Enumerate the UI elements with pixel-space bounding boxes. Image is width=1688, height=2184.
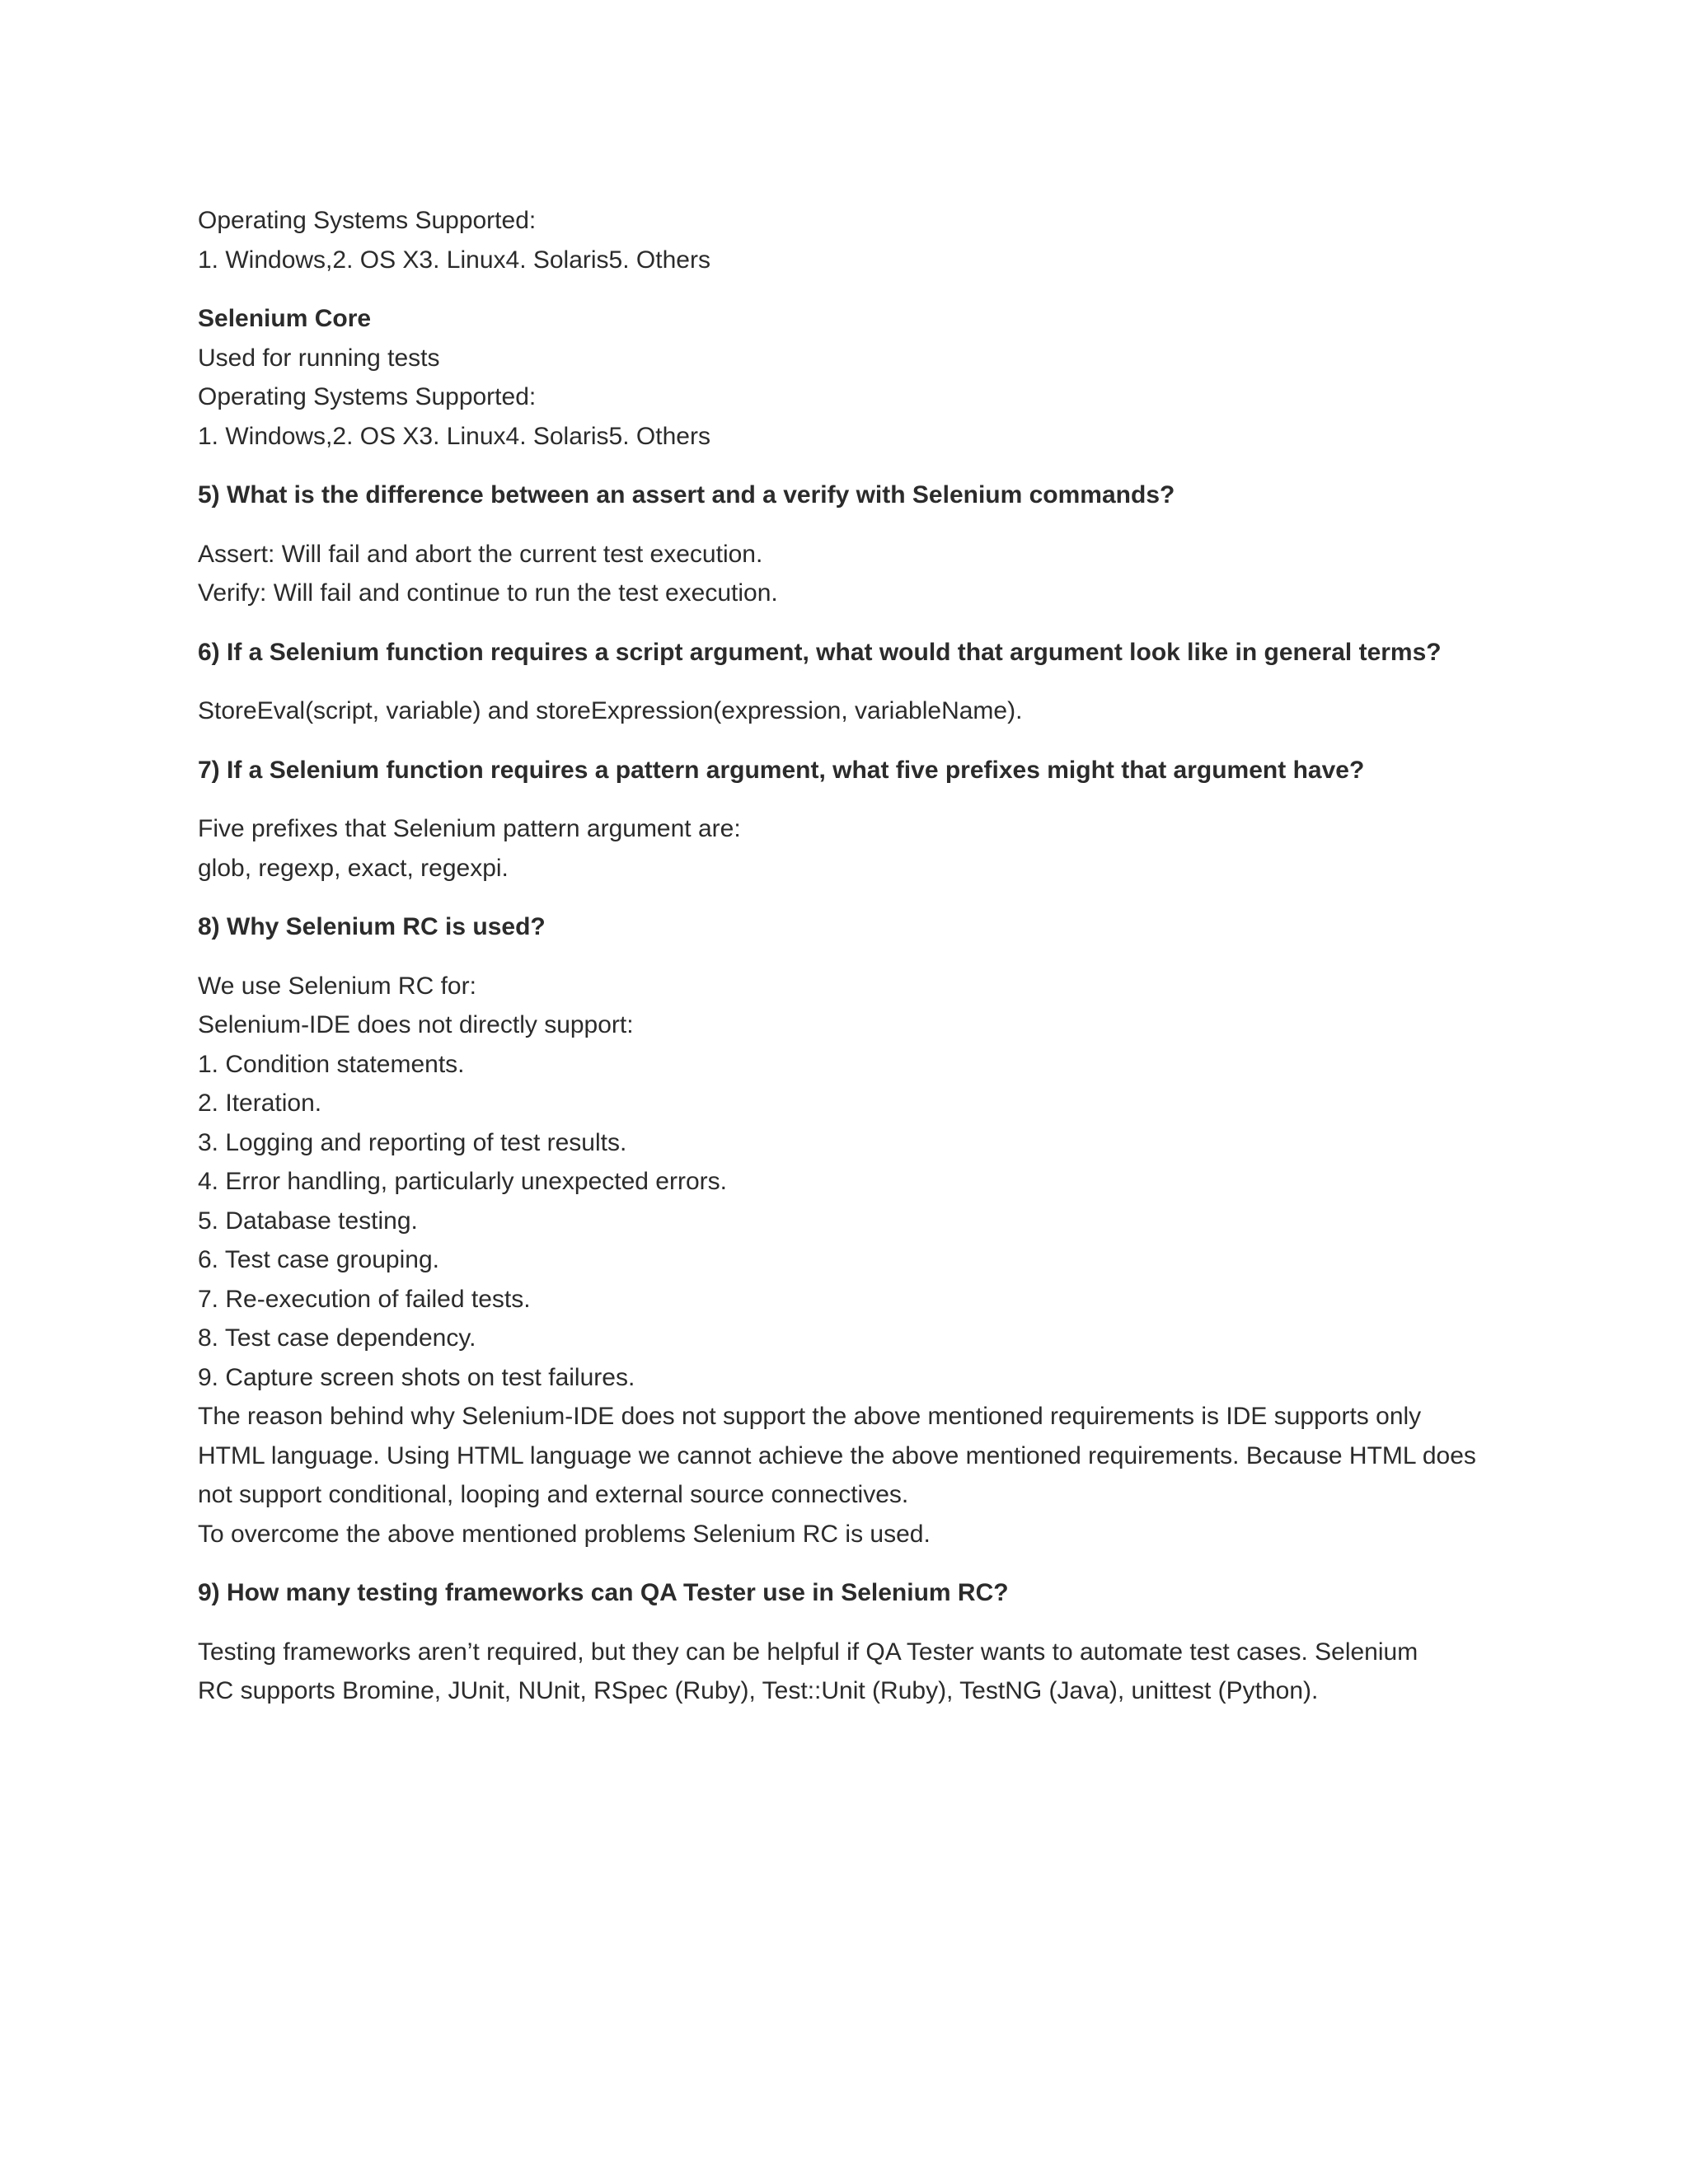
paragraph-line: RC supports Bromine, JUnit, NUnit, RSpec (Ruby), Test::Unit (Ruby), TestNG (Java), unittest (Python).: [198, 1677, 1319, 1704]
selenium-core-section: [198, 299, 1500, 456]
answer-line: StoreEval(script, variable) and storeExpression(expression, variableName).: [198, 697, 1023, 724]
paragraph-line: To overcome the above mentioned problems Selenium RC is used.: [198, 1520, 931, 1548]
paragraph-line: HTML language. Using HTML language we cannot achieve the above mentioned requirements. Because HTML does: [198, 1441, 1476, 1469]
list-item: 3. Logging and reporting of test results.: [198, 1128, 627, 1156]
answer-line: glob, regexp, exact, regexpi.: [198, 854, 509, 882]
question-8-answer: [198, 967, 1500, 1554]
question-6-section: [198, 633, 1500, 673]
question-6-heading: 6) If a Selenium function requires a script argument, what would that argument look like in general terms?: [198, 638, 1442, 666]
os-support-list: 1. Windows,2. OS X3. Linux4. Solaris5. Others: [198, 422, 710, 450]
question-9-heading: 9) How many testing frameworks can QA Tester use in Selenium RC?: [198, 1579, 1009, 1606]
answer-line: Selenium-IDE does not directly support:: [198, 1011, 634, 1038]
paragraph-line: Testing frameworks aren’t required, but they can be helpful if QA Tester wants to automate test cases. Selenium: [198, 1638, 1418, 1666]
list-item: 8. Test case dependency.: [198, 1324, 476, 1352]
question-7-heading: 7) If a Selenium function requires a pattern argument, what five prefixes might that argument have?: [198, 756, 1365, 784]
question-5-heading: 5) What is the difference between an assert and a verify with Selenium commands?: [198, 481, 1175, 509]
list-item: 7. Re-execution of failed tests.: [198, 1285, 531, 1313]
list-item: 4. Error handling, particularly unexpected errors.: [198, 1168, 727, 1195]
document-page: [198, 201, 1500, 1711]
selenium-core-heading: Selenium Core: [198, 305, 372, 332]
list-item: 9. Capture screen shots on test failures.: [198, 1363, 635, 1391]
question-5-answer: [198, 535, 1500, 613]
list-item: 6. Test case grouping.: [198, 1246, 439, 1273]
list-item: 1. Condition statements.: [198, 1050, 465, 1078]
answer-line: Five prefixes that Selenium pattern argument are:: [198, 815, 741, 842]
question-9-section: [198, 1573, 1500, 1613]
question-7-section: [198, 751, 1500, 790]
question-8-section: [198, 907, 1500, 947]
answer-line: We use Selenium RC for:: [198, 972, 476, 1000]
os-support-label: Operating Systems Supported:: [198, 383, 537, 410]
os-support-list: 1. Windows,2. OS X3. Linux4. Solaris5. Others: [198, 246, 710, 274]
question-8-heading: 8) Why Selenium RC is used?: [198, 913, 546, 940]
question-5-section: [198, 476, 1500, 515]
selenium-core-description: Used for running tests: [198, 344, 440, 372]
question-7-answer: [198, 809, 1500, 888]
os-support-label: Operating Systems Supported:: [198, 207, 537, 234]
question-6-answer: [198, 691, 1500, 731]
question-9-answer: [198, 1633, 1500, 1711]
os-support-section: [198, 201, 1500, 279]
list-item: 2. Iteration.: [198, 1090, 322, 1117]
paragraph-line: not support conditional, looping and external source connectives.: [198, 1481, 909, 1508]
paragraph-line: The reason behind why Selenium-IDE does not support the above mentioned requirements is IDE supports only: [198, 1403, 1422, 1430]
answer-line: Assert: Will fail and abort the current test execution.: [198, 540, 763, 568]
answer-line: Verify: Will fail and continue to run the test execution.: [198, 579, 778, 607]
list-item: 5. Database testing.: [198, 1207, 418, 1235]
